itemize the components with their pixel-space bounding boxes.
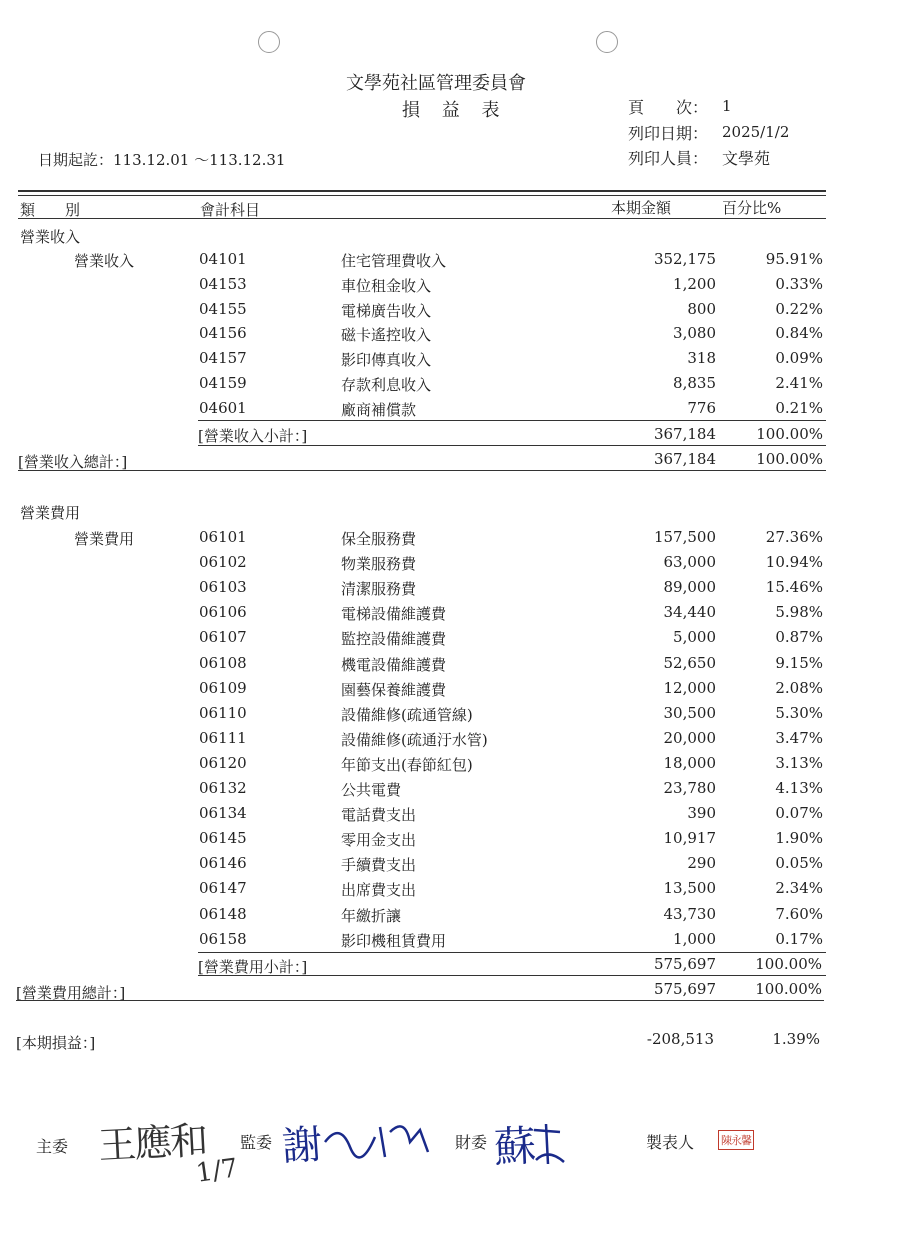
row-code: 04153 [199, 274, 247, 293]
row-account-name: 年節支出(春節紅包) [341, 755, 473, 774]
row-amount: 43,730 [663, 904, 716, 923]
expense-total-pct: 100.00% [755, 980, 822, 998]
expense-subtotal-underline [198, 975, 826, 976]
row-percent: 0.07% [775, 804, 823, 823]
printer-value: 文學苑 [722, 149, 771, 168]
row-amount: 352,175 [653, 250, 716, 268]
revenue-subtotal-label: [營業收入小計：] [198, 427, 308, 445]
expense-subtotal-label: [營業費用小計：] [198, 958, 308, 976]
row-code: 06109 [199, 678, 247, 697]
expense-total-label: [營業費用總計：] [16, 984, 126, 1002]
row-account-name: 清潔服務費 [341, 580, 417, 599]
row-code: 06145 [199, 829, 247, 848]
row-account-name: 保全服務費 [341, 530, 417, 548]
revenue-subtotal-underline [198, 445, 826, 446]
row-account-name: 設備維修(疏通管線) [341, 705, 473, 724]
row-account-name: 零用金支出 [341, 831, 417, 850]
row-amount: 63,000 [663, 553, 716, 572]
preparer-label: 製表人 [646, 1133, 695, 1152]
row-account-name: 公共電費 [341, 781, 402, 799]
row-amount: 20,000 [663, 728, 716, 747]
row-account-name: 出席費支出 [341, 881, 417, 900]
row-account-name: 機電設備維護費 [341, 655, 447, 674]
row-code: 06132 [199, 779, 247, 797]
row-percent: 0.22% [775, 299, 823, 318]
revenue-group-title: 營業收入 [74, 252, 135, 270]
row-percent: 1.90% [775, 829, 823, 848]
header-rule-bottom [18, 195, 826, 196]
revenue-total-pct: 100.00% [756, 450, 823, 468]
row-amount: 12,000 [663, 678, 716, 697]
expense-group-title: 營業費用 [74, 530, 135, 548]
page-value: 1 [722, 97, 732, 115]
row-percent: 0.33% [775, 274, 823, 293]
supervisor-label: 監委 [240, 1133, 273, 1152]
preparer-stamp: 陳永馨 [718, 1130, 754, 1150]
row-percent: 5.30% [775, 703, 823, 722]
row-percent: 0.84% [775, 324, 823, 343]
row-amount: 390 [687, 804, 716, 823]
row-amount: 157,500 [653, 528, 716, 546]
row-account-name: 存款利息收入 [341, 376, 432, 394]
row-code: 06148 [199, 904, 247, 923]
revenue-total-amount: 367,184 [653, 450, 716, 468]
row-code: 06107 [199, 628, 247, 647]
revenue-section-title: 營業收入 [20, 228, 81, 246]
row-code: 06106 [199, 603, 247, 622]
row-percent: 2.41% [775, 374, 823, 392]
row-account-name: 監控設備維護費 [341, 630, 447, 649]
row-amount: 89,000 [663, 578, 716, 597]
supervisor-signature: 謝 [280, 1121, 324, 1171]
row-percent: 15.46% [765, 578, 823, 597]
row-amount: 30,500 [663, 703, 716, 722]
row-amount: 52,650 [663, 653, 716, 672]
row-code: 06111 [199, 728, 247, 747]
row-account-name: 園藝保養維護費 [341, 680, 447, 699]
row-percent: 9.15% [775, 653, 823, 672]
row-percent: 2.34% [775, 879, 823, 898]
row-code: 04155 [199, 299, 247, 318]
row-amount: 800 [687, 299, 716, 318]
page-label: 頁 次： [628, 98, 709, 117]
row-percent: 0.09% [775, 349, 823, 368]
row-percent: 10.94% [765, 553, 823, 572]
row-account-name: 影印機租賃費用 [341, 931, 447, 950]
net-amount: -208,513 [646, 1030, 714, 1048]
row-percent: 5.98% [775, 603, 823, 622]
expense-subtotal-rule [198, 952, 826, 953]
row-amount: 5,000 [673, 628, 716, 647]
row-code: 04601 [199, 398, 247, 417]
punch-hole-right [596, 31, 618, 53]
net-label: [本期損益：] [16, 1034, 96, 1052]
row-code: 04159 [199, 374, 247, 392]
row-account-name: 年繳折讓 [341, 906, 402, 925]
report-title: 損 益 表 [402, 100, 508, 121]
expense-subtotal-amount: 575,697 [653, 955, 716, 973]
row-amount: 290 [687, 854, 716, 873]
finance-label: 財委 [455, 1133, 488, 1152]
revenue-subtotal-pct: 100.00% [756, 425, 823, 443]
revenue-total-label: [營業收入總計：] [18, 453, 128, 471]
row-account-name: 廠商補償款 [341, 400, 417, 419]
row-account-name: 磁卡遙控收入 [341, 326, 432, 345]
row-amount: 18,000 [663, 753, 716, 772]
revenue-total-underline [18, 470, 826, 471]
row-code: 06108 [199, 653, 247, 672]
row-code: 04156 [199, 324, 247, 343]
finance-signature-strokes [530, 1120, 570, 1170]
print-date-value: 2025/1/2 [722, 123, 790, 141]
row-percent: 0.05% [775, 854, 823, 873]
revenue-subtotal-amount: 367,184 [653, 425, 716, 443]
row-code: 06146 [199, 854, 247, 873]
col-amount: 本期金額 [611, 199, 672, 217]
row-percent: 95.91% [765, 250, 823, 268]
chair-signature-date: 1/7 [194, 1153, 240, 1189]
row-amount: 34,440 [663, 603, 716, 622]
row-percent: 2.08% [775, 678, 823, 697]
row-percent: 7.60% [775, 904, 823, 923]
row-percent: 4.13% [775, 779, 823, 797]
row-account-name: 電梯廣告收入 [341, 301, 432, 320]
row-percent: 3.47% [775, 728, 823, 747]
net-pct: 1.39% [772, 1030, 820, 1048]
row-code: 06103 [199, 578, 247, 597]
printer-label: 列印人員： [628, 149, 709, 168]
supervisor-signature-strokes [320, 1112, 440, 1172]
row-account-name: 車位租金收入 [341, 276, 432, 295]
row-amount: 776 [687, 398, 716, 417]
row-code: 04101 [199, 250, 247, 268]
row-percent: 0.21% [775, 398, 823, 417]
row-amount: 3,080 [673, 324, 716, 343]
col-percent: 百分比% [722, 199, 782, 217]
row-account-name: 影印傳真收入 [341, 351, 432, 370]
expense-total-underline [16, 1000, 824, 1001]
row-amount: 13,500 [663, 879, 716, 898]
row-percent: 27.36% [765, 528, 823, 546]
row-percent: 0.87% [775, 628, 823, 647]
revenue-subtotal-rule [198, 420, 826, 421]
row-account-name: 手續費支出 [341, 856, 417, 875]
chair-signature: 王應和 [97, 1118, 208, 1168]
row-code: 06101 [199, 528, 247, 546]
row-amount: 318 [687, 349, 716, 368]
row-percent: 3.13% [775, 753, 823, 772]
row-percent: 0.17% [775, 929, 823, 948]
row-code: 06120 [199, 753, 247, 772]
row-code: 06134 [199, 804, 247, 823]
chair-label: 主委 [36, 1137, 69, 1156]
row-amount: 23,780 [663, 779, 716, 797]
row-code: 06158 [199, 929, 247, 948]
header-rule-top [18, 190, 826, 192]
column-header-rule [18, 218, 826, 219]
row-account-name: 物業服務費 [341, 555, 417, 574]
row-code: 06147 [199, 879, 247, 898]
row-code: 06110 [199, 703, 247, 722]
col-account: 會計科目 [200, 201, 261, 219]
row-amount: 1,200 [673, 274, 716, 293]
row-amount: 8,835 [673, 374, 716, 392]
period: 日期起訖：113.12.01 ～113.12.31 [38, 151, 286, 169]
print-date-label: 列印日期： [628, 124, 709, 143]
expense-subtotal-pct: 100.00% [755, 955, 822, 973]
row-account-name: 電話費支出 [341, 806, 417, 825]
org-name: 文學苑社區管理委員會 [346, 73, 526, 94]
row-account-name: 電梯設備維護費 [341, 605, 447, 624]
row-amount: 1,000 [673, 929, 716, 948]
row-account-name: 設備維修(疏通汙水管) [341, 730, 488, 749]
row-code: 04157 [199, 349, 247, 368]
col-category: 類 別 [20, 201, 81, 219]
expense-section-title: 營業費用 [20, 504, 81, 522]
finance-signature: 蘇 [493, 1121, 537, 1172]
row-account-name: 住宅管理費收入 [341, 252, 447, 270]
row-amount: 10,917 [663, 829, 716, 848]
row-code: 06102 [199, 553, 247, 572]
punch-hole-left [258, 31, 280, 53]
expense-total-amount: 575,697 [653, 980, 716, 998]
